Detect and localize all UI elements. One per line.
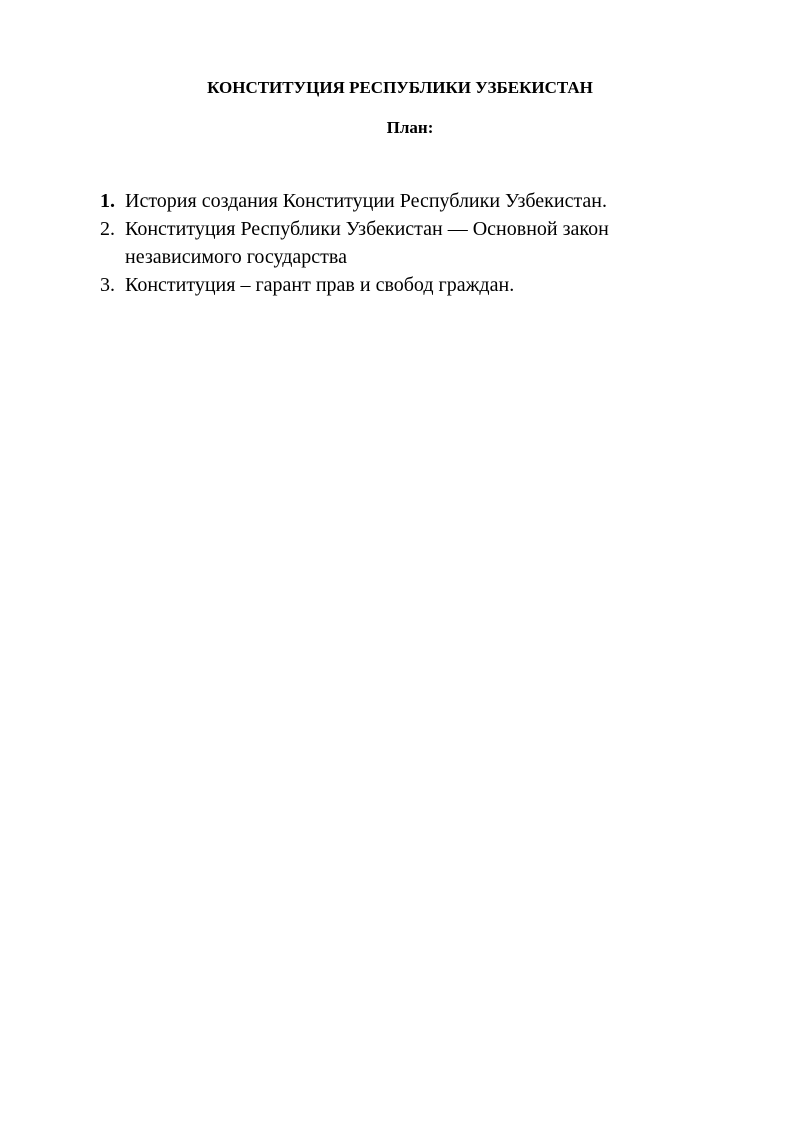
plan-item-text: Конституция – гарант прав и свобод граждан. (125, 274, 515, 296)
plan-list (100, 187, 700, 299)
document-title: КОНСТИТУЦИЯ РЕСПУБЛИКИ УЗБЕКИСТАН (207, 78, 593, 97)
plan-item-number: 1. (100, 190, 115, 212)
plan-item-text: Конституция Республики Узбекистан — Основной закон независимого государства (125, 218, 609, 268)
plan-item-number: 2. (100, 218, 115, 240)
plan-item-1 (100, 187, 700, 215)
plan-item-3 (100, 271, 700, 299)
plan-item-text: История создания Конституции Республики Узбекистан. (125, 190, 608, 212)
plan-item-number: 3. (100, 274, 115, 296)
plan-item-2 (100, 215, 700, 271)
plan-heading: План: (386, 118, 434, 137)
